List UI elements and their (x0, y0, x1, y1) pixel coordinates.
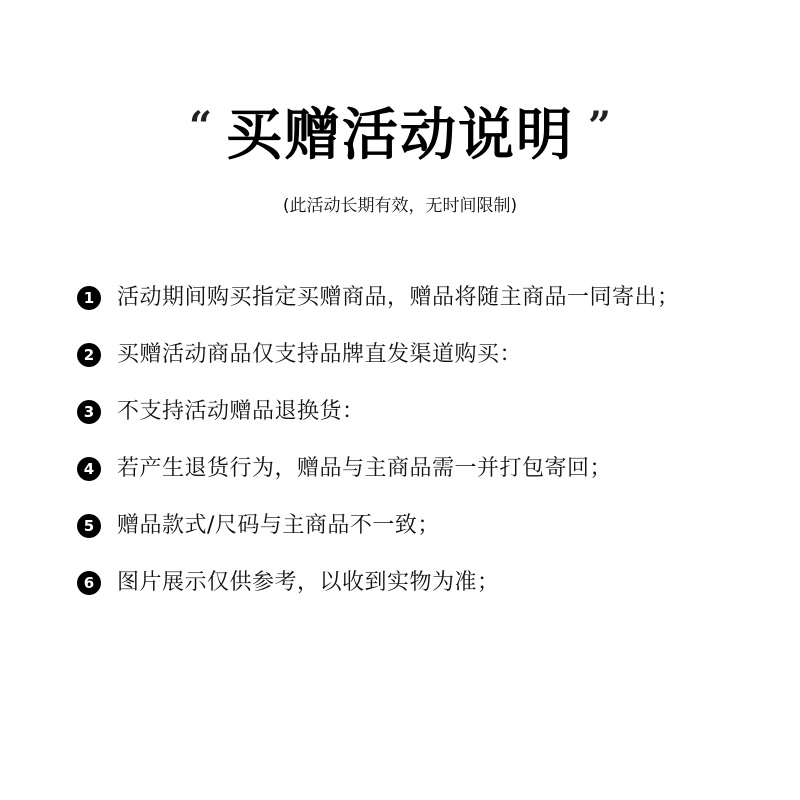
number-badge-icon: 2 (77, 343, 101, 367)
number-badge-icon: 1 (77, 286, 101, 310)
page-title: 买赠活动说明 (226, 103, 574, 168)
open-quote-mark: “ (188, 103, 212, 150)
rule-item (77, 340, 767, 397)
rule-item (77, 397, 767, 454)
rule-text: 赠品款式/尺码与主商品不一致； (117, 513, 440, 538)
rules-list (77, 283, 767, 625)
rule-item (77, 568, 767, 625)
rule-text: 活动期间购买指定买赠商品，赠品将随主商品一同寄出； (117, 285, 680, 310)
title-row (0, 96, 800, 176)
number-badge-icon: 4 (77, 457, 101, 481)
rule-text: 买赠活动商品仅支持品牌直发渠道购买： (117, 342, 523, 367)
number-badge-icon: 6 (77, 571, 101, 595)
rule-item (77, 283, 767, 340)
rule-text: 图片展示仅供参考，以收到实物为准； (117, 570, 500, 595)
number-badge-icon: 3 (77, 400, 101, 424)
page-subtitle: (此活动长期有效，无时间限制) (282, 196, 518, 216)
rule-text: 不支持活动赠品退换货： (117, 399, 365, 424)
close-quote-mark: ” (588, 103, 612, 150)
rule-item (77, 454, 767, 511)
number-badge-icon: 5 (77, 514, 101, 538)
rule-item (77, 511, 767, 568)
rule-text: 若产生退货行为，赠品与主商品需一并打包寄回； (117, 456, 613, 481)
